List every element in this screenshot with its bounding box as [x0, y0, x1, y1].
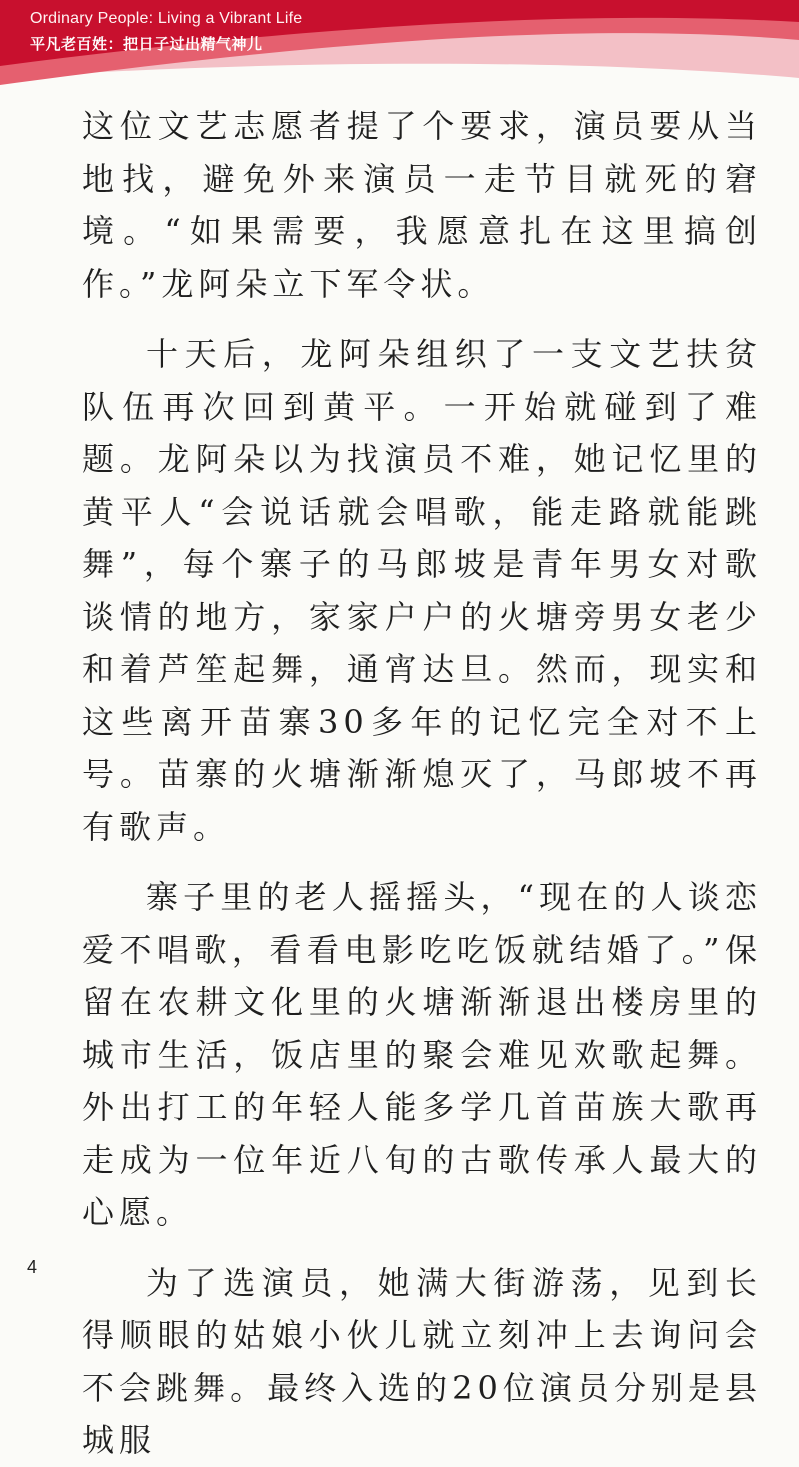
page-number: 4	[27, 1257, 38, 1277]
paragraph: 十天后，龙阿朵组织了一支文艺扶贫队伍再次回到黄平。一开始就碰到了难题。龙阿朵以为找演员不难，她记忆里的黄平人“会说话就会唱歌，能走路就能跳舞”，每个寨子的马郎坡是青年男女对歌谈情的地方，家家户户的火塘旁男女老少和着芦笙起舞，通宵达旦。然而，现实和这些离开苗寨30多年的记忆完全对不上号。苗寨的火塘渐渐熄灭了，马郎坡不再有歌声。	[82, 335, 762, 846]
header-chinese-title: 平凡老百姓：把日子过出精气神儿	[30, 35, 263, 53]
header-banner	[0, 0, 799, 100]
paragraph: 寨子里的老人摇摇头，“现在的人谈恋爱不唱歌，看看电影吃吃饭就结婚了。”保留在农耕文化里的火塘渐渐退出楼房里的城市生活，饭店里的聚会难见欢歌起舞。外出打工的年轻人能多学几首苗族大歌再走成为一位年近八旬的古歌传承人最大的心愿。	[82, 878, 762, 1231]
paragraph: 为了选演员，她满大街游荡，见到长得顺眼的姑娘小伙儿就立刻冲上去询问会不会跳舞。最终入选的20位演员分别是县城服	[82, 1263, 762, 1459]
body-text	[82, 100, 762, 1467]
header-english-title: Ordinary People: Living a Vibrant Life	[30, 10, 303, 27]
paragraph: 这位文艺志愿者提了个要求，演员要从当地找，避免外来演员一走节目就死的窘境。“如果需要，我愿意扎在这里搞创作。”龙阿朵立下军令状。	[82, 107, 762, 303]
